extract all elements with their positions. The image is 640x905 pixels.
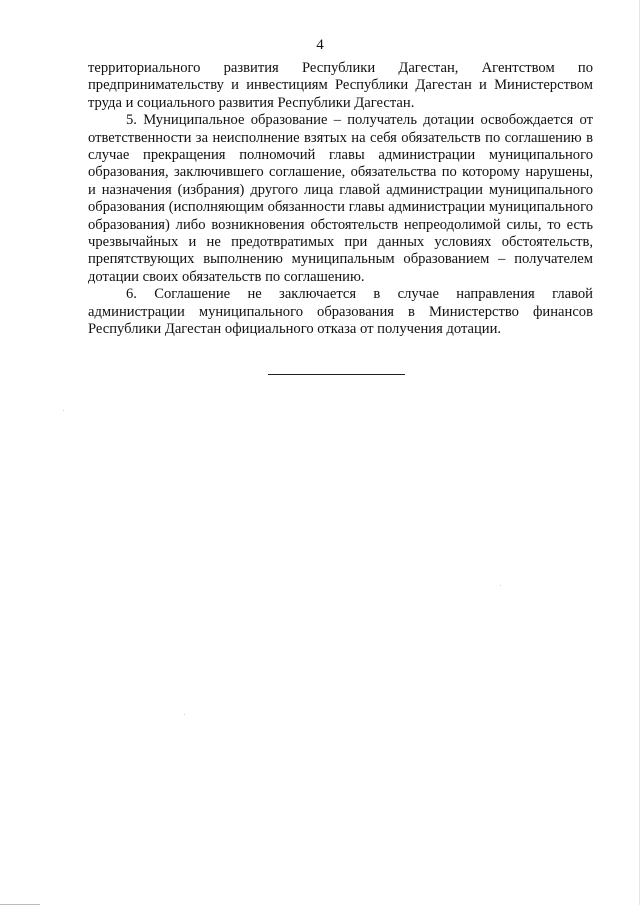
scan-speck <box>184 714 185 715</box>
document-body <box>88 60 593 339</box>
page-number: 4 <box>316 37 324 53</box>
end-separator-line <box>268 374 405 375</box>
paragraph-item-5: 5. Муниципальное образование – получатель дотации освобождается от ответственности за неисполнение взятых на себя обязательств по соглашению в случае прекращения полномочий главы администрации муниципального образования, заключившего соглашение, обязательства по которому нарушены, и назначения (избрания) другого лица главой администрации муниципального образования (исполняющим обязанности главы администрации муниципального образования) либо возникновения обстоятельств непреодолимой силы, то есть чрезвычайных и не предотвратимых при данных условиях обстоятельств, препятствующих выполнению муниципальным образованием – получателем дотации своих обязательств по соглашению. <box>88 112 593 285</box>
scan-speck <box>63 410 64 411</box>
paragraph-item-6: 6. Соглашение не заключается в случае направления главой администрации муниципального образования в Министерство финансов Республики Дагестан официального отказа от получения дотации. <box>88 286 593 338</box>
scan-speck <box>500 585 501 586</box>
paragraph-continuation: территориального развития Республики Дагестан, Агентством по предпринимательству и инвестициям Республики Дагестан и Министерством труда и социального развития Республики Дагестан. <box>88 60 593 111</box>
